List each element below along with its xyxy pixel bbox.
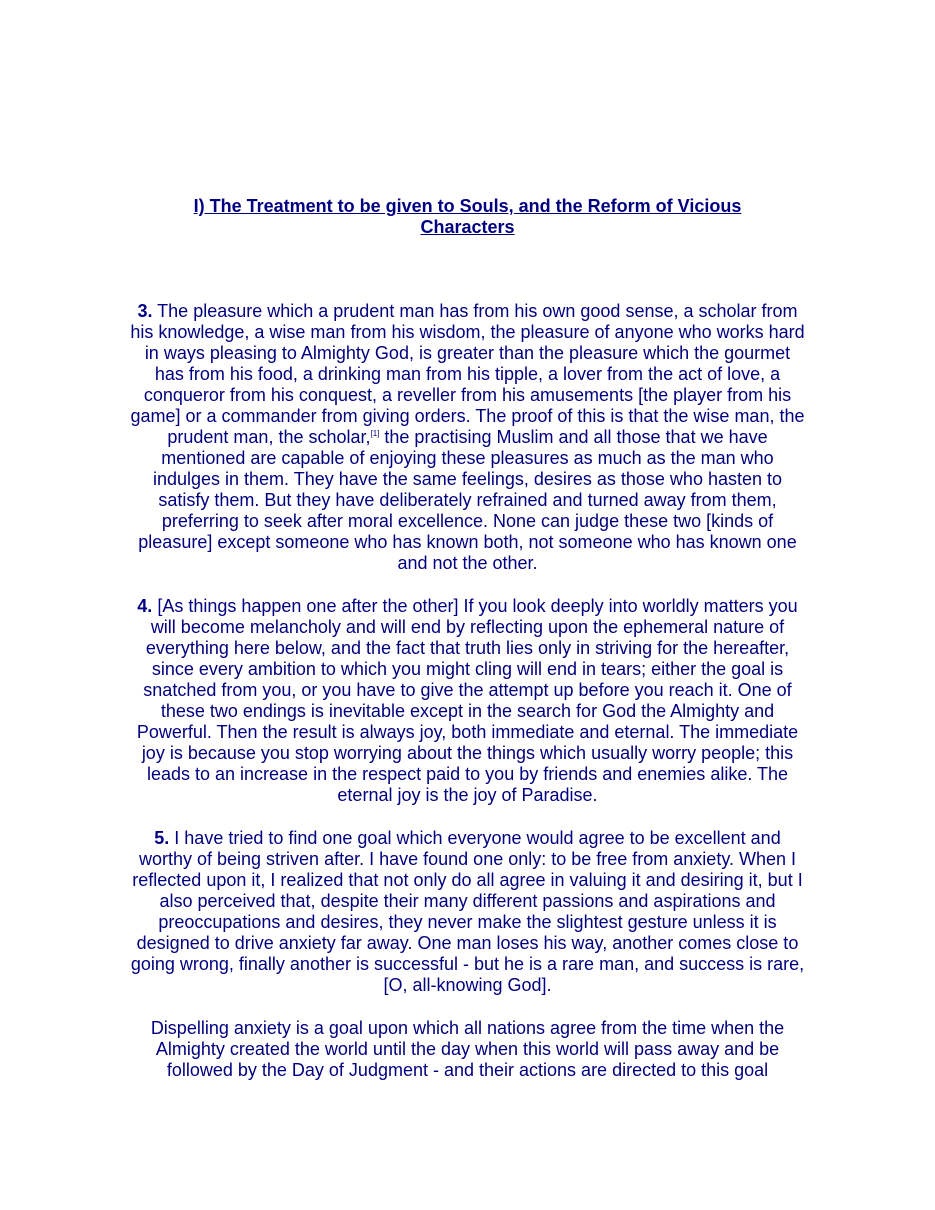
paragraph-text: The pleasure which a prudent man has from his own good sense, a scholar from his knowledge, a wise man from his wisdom, the pleasure of anyone who works hard in ways pleasing to Almighty God, is greater than the pleasure which the gourmet has from his food, a drinking man from his tipple, a lover from the act of love, a conqueror from his conquest, a reveller from his amusements [the player from his game] or a commander from giving orders. The proof of this is that the wise man, the prudent man, the scholar,	[130, 301, 805, 447]
section-heading-line-1: I) The Treatment to be given to Souls, and the Reform of Vicious	[193, 196, 742, 216]
section-heading-line-2: Characters	[420, 217, 515, 237]
paragraph-text: I have tried to find one goal which everyone would agree to be excellent and worthy of being striven after. I have found one only: to be free from anxiety. When I reflected upon it, I realized that not only do all agree in valuing it and desiring it, but I also perceived that, despite their many different passions and aspirations and preoccupations and desires, they never make the slightest gesture unless it is designed to drive anxiety far away. One man loses his way, another comes close to going wrong, finally another is successful - but he is a rare man, and success is rare, [O, all-knowing God].	[130, 828, 805, 995]
paragraph-number: 4.	[137, 596, 153, 616]
footnote-marker[interactable]: [1]	[370, 429, 380, 438]
paragraph-5	[130, 828, 805, 996]
paragraph-3	[130, 301, 805, 574]
paragraph-number: 3.	[137, 301, 153, 321]
section-heading	[150, 196, 785, 238]
paragraph-number: 5.	[154, 828, 170, 848]
paragraph-4	[130, 596, 805, 806]
paragraph-6	[130, 1018, 805, 1081]
document-body	[130, 301, 805, 1103]
paragraph-text: Dispelling anxiety is a goal upon which all nations agree from the time when the Almighty created the world until the day when this world will pass away and be followed by the Day of Judgment - and their actions are directed to this goal	[150, 1018, 785, 1080]
paragraph-text: [As things happen one after the other] If you look deeply into worldly matters you will become melancholy and will end by reflecting upon the ephemeral nature of everything here below, and the fact that truth lies only in striving for the hereafter, since every ambition to which you might cling will end in tears; either the goal is snatched from you, or you have to give the attempt up before you reach it. One of these two endings is inevitable except in the search for God the Almighty and Powerful. Then the result is always joy, both immediate and eternal. The immediate joy is because you stop worrying about the things which usually worry people; this leads to an increase in the respect paid to you by friends and enemies alike. The eternal joy is the joy of Paradise.	[136, 596, 799, 805]
paragraph-text-continued: the practising Muslim and all those that we have mentioned are capable of enjoying these pleasures as much as the man who indulges in them. They have the same feelings, desires as those who hasten to satisfy them. But they have deliberately refrained and turned away from them, preferring to seek after moral excellence. None can judge these two [kinds of pleasure] except someone who has known both, not someone who has known one and not the other.	[138, 427, 797, 573]
